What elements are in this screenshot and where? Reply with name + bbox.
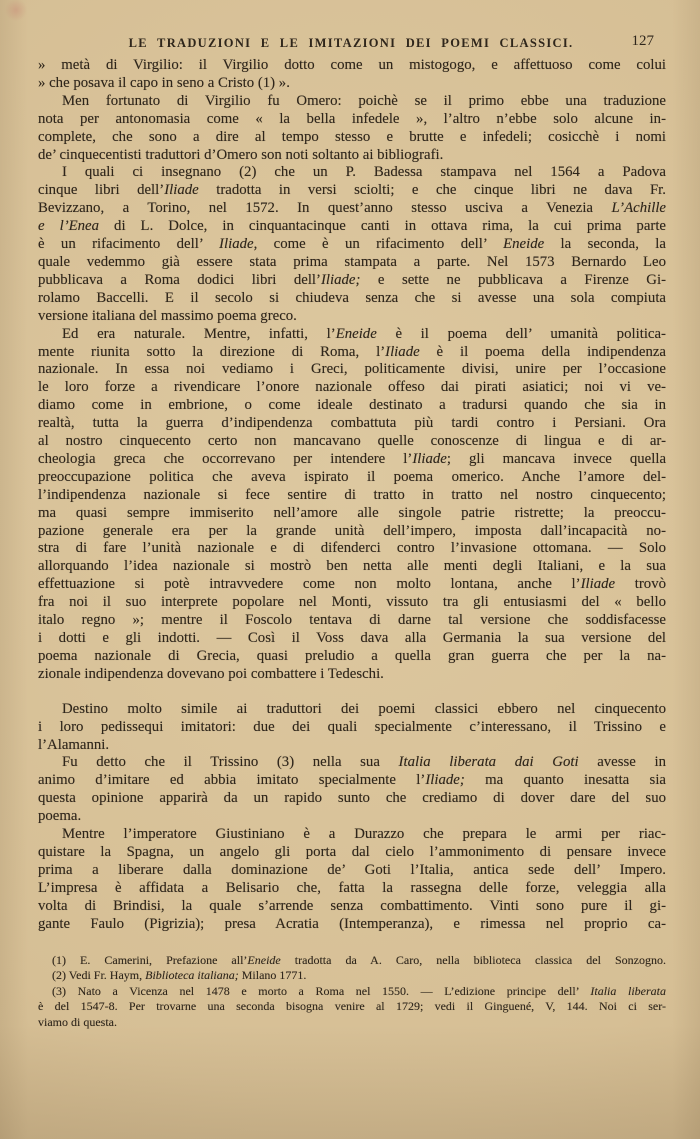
text-segment: le loro forze a rivendicare l’onore nazionale offeso dai pirati asiatici; noi vi ve-: [38, 379, 666, 396]
text-line: [38, 737, 666, 755]
text-segment: ma quanto inesatta sia: [464, 772, 666, 789]
text-segment: poema.: [38, 808, 82, 825]
text-line: [38, 754, 666, 772]
text-segment: L’Achille: [611, 200, 666, 217]
text-line: [38, 808, 666, 826]
text-segment: Eneide: [247, 953, 281, 967]
text-line: [38, 719, 666, 737]
text-line: [38, 57, 666, 75]
text-line: [38, 451, 666, 469]
text-segment: (1) E. Camerini, Prefazione all’: [52, 953, 248, 967]
footnote-line: [38, 1015, 666, 1030]
text-segment: Mentre l’imperatore Giustiniano è a Durazzo che prepara le armi per riac-: [62, 826, 666, 843]
text-segment: volta di Brindisi, la quale s’arrende senza combattimento. Vinti sono pure il gi-: [38, 897, 666, 914]
text-segment: Fu detto che il Trissino (3) nella sua: [62, 754, 399, 771]
running-title: LE TRADUZIONI E LE IMITAZIONI DEI POEMI CLASSICI.: [128, 36, 574, 50]
text-line: [38, 200, 666, 218]
text-segment: » che posava il capo in seno a Cristo (1) ».: [38, 74, 290, 91]
paragraph: [38, 326, 666, 684]
text-line: [38, 93, 666, 111]
text-line: [38, 772, 666, 790]
text-segment: la seconda, la: [544, 236, 666, 253]
page-number: 127: [631, 33, 654, 49]
footnote-line: [38, 953, 666, 968]
text-segment: zionale indipendenza dovevano poi combattere i Tedeschi.: [38, 665, 384, 682]
text-segment: è un rifacimento dell’: [38, 236, 220, 253]
text-segment: Milano 1771.: [238, 968, 307, 983]
text-line: [38, 862, 666, 880]
text-segment: cinque libri dell’: [38, 182, 165, 199]
paragraph: [38, 826, 666, 933]
text-segment: Iliade: [412, 450, 447, 467]
text-segment: complete, che sono a dire al tempo stesso e brutte e infedeli; cosicchè i nomi: [38, 128, 666, 145]
text-line: [38, 916, 666, 934]
text-line: [38, 790, 666, 808]
text-segment: quale vedemmo già essere stata prima stampata a parte. Nel 1573 Bernardo Leo: [38, 253, 666, 270]
text-line: [38, 648, 666, 666]
text-segment: I quali ci insegnano (2) che un P. Badessa stampava nel 1564 a Padova: [62, 164, 666, 181]
text-segment: animo d’imitare ed abbia imitato specialmente l’: [38, 772, 426, 789]
text-segment: questa opinione apparirà da un rapido sunto che crediamo di dover dare del suo: [38, 790, 666, 807]
text-line: [38, 415, 666, 433]
text-segment: preoccupazione politica che aveva ispirato il poema omerico. Anche l’amore del-: [38, 468, 666, 485]
text-segment: » metà di Virgilio: il Virgilio dotto come un mistogogo, e affettuoso come colui: [38, 57, 666, 73]
text-segment: nota per antonomasia come « la bella infedele », l’altro n’ebbe solo alcune in-: [38, 110, 666, 127]
text-segment: al nostro cinquecento certo non mancavano quelle conoscenze di lingua e di ar-: [38, 433, 666, 450]
text-line: [38, 218, 666, 236]
footnotes: [38, 953, 666, 1030]
text-line: [38, 379, 666, 397]
text-segment: è il poema dell’ umanità politica-: [376, 325, 666, 342]
text-segment: (3) Nato a Vicenza nel 1478 e morto a Roma nel 1550. — L’edizione principe dell’: [52, 983, 591, 998]
text-segment: Iliade: [219, 236, 254, 253]
text-segment: mente riunita sotto la direzione di Roma, l’: [38, 343, 386, 360]
text-line: [38, 558, 666, 576]
text-line: [38, 630, 666, 648]
text-segment: è del 1547-8. Per trovarne una seconda bisogna venire al 1729; vedi il Ginguené, V, 144. Noi ci ser-: [38, 999, 666, 1014]
text-segment: trovò: [615, 576, 667, 593]
footnote-line: [38, 968, 666, 983]
text-line: [38, 487, 666, 505]
text-segment: e l’Enea: [38, 218, 100, 235]
text-line: [38, 523, 666, 541]
text-line: [38, 254, 666, 272]
paragraph: [38, 164, 666, 325]
text-line: [38, 594, 666, 612]
text-segment: i dotti e gli indotti. — Così il Voss dava alla Germania la sua versione del: [38, 630, 666, 646]
text-segment: pazione generale era per la grande unità dell’impero, imposta dall’incapacità no-: [38, 522, 666, 539]
text-line: [38, 272, 666, 290]
text-line: [38, 505, 666, 523]
text-segment: quistare la Spagna, un angelo gli porta dal cielo l’ammonimento di pensare invece: [38, 843, 666, 860]
text-segment: stra di fare l’unità nazionale e di difenderci contro l’invasione ottomana. — Solo: [38, 540, 666, 557]
text-segment: versione italiana del massimo poema greco.: [38, 307, 297, 324]
paragraph: [38, 754, 666, 826]
text-line: [38, 290, 666, 308]
text-segment: effettuazione si potè intravvedere come non molto lontana, anche l’: [38, 576, 581, 593]
text-segment: realtà, tutta la guerra d’indipendenza combattuta più tardi contro i Persiani. Ora: [38, 415, 666, 432]
text-segment: ma quasi sempre immiserito nell’amore alle singole patrie ristrette; la preoccu-: [38, 504, 666, 521]
text-segment: Italia liberata: [590, 983, 666, 998]
text-line: [38, 826, 666, 844]
footnote-line: [38, 999, 666, 1014]
text-segment: gante Faulo (Pigrizia); presa Acratia (Intemperanza), e rimessa nel proprio ca-: [38, 915, 666, 932]
text-segment: i loro pedissequi imitatori: due dei quali specialmente c’interessano, il Trissino e: [38, 718, 666, 735]
text-segment: de’ cinquecentisti traduttori d’Omero son noti soltanto ai bibliografi.: [38, 146, 444, 163]
text-segment: Iliade: [385, 343, 420, 360]
text-segment: Destino molto simile ai traduttori dei poemi classici ebbero nel cinquecento: [62, 700, 666, 717]
text-line: [38, 880, 666, 898]
text-line: [38, 844, 666, 862]
text-line: [38, 701, 666, 719]
text-line: [38, 666, 666, 684]
text-segment: Biblioteca italiana;: [145, 968, 239, 983]
text-segment: l’Alamanni.: [38, 736, 110, 753]
paragraph: [38, 93, 666, 165]
text-line: [38, 469, 666, 487]
paragraph: [38, 57, 666, 93]
text-segment: tradotta in versi sciolti; e che cinque libri ne dava Fr.: [198, 182, 666, 199]
text-segment: Eneide: [335, 325, 377, 342]
text-line: [38, 361, 666, 379]
text-line: [38, 147, 666, 165]
page-header: [38, 33, 664, 58]
text-segment: cheologia greca che occorrevano per intendere l’: [38, 450, 413, 467]
text-line: [38, 397, 666, 415]
text-segment: Eneide: [503, 236, 545, 253]
text-segment: fra noi il suo interprete popolare nel Monti, vissuto tra gli entusiasmi del « bello: [38, 594, 666, 611]
text-line: [38, 540, 666, 558]
text-segment: Ed era naturale. Mentre, infatti, l’: [62, 325, 336, 342]
text-segment: , come è un rifacimento dell’: [253, 236, 504, 253]
text-segment: tradotta da A. Caro, nella biblioteca classica del Sonzogno.: [280, 953, 666, 967]
text-line: [38, 308, 666, 326]
text-line: [38, 111, 666, 129]
text-segment: allorquando l’idea nazionale si mostrò ben netta alle menti degli Italiani, e la sua: [38, 558, 666, 575]
text-segment: Iliade;: [320, 271, 361, 288]
text-segment: Bevizzano, a Torino, nel 1572. In quest’anno stesso usciva a Venezia: [38, 200, 612, 217]
text-segment: Italia liberata dai Goti: [398, 754, 579, 771]
paragraph: [38, 701, 666, 755]
text-segment: poema nazionale di Grecia, quasi preludio a quella gran guerra che per la na-: [38, 647, 666, 664]
text-segment: Men fortunato di Virgilio fu Omero: poichè se il primo ebbe una traduzione: [62, 92, 666, 109]
text-line: [38, 75, 666, 93]
text-line: [38, 433, 666, 451]
text-line: [38, 326, 666, 344]
text-line: [38, 612, 666, 630]
text-line: [38, 344, 666, 362]
text-segment: Iliade: [164, 182, 199, 199]
text-segment: e sette ne pubblicava a Firenze Gi-: [360, 271, 667, 288]
text-segment: italo regno »; mentre il Foscolo tentava di darne tal versione che soddisfacesse: [38, 612, 666, 629]
text-line: [38, 129, 666, 147]
text-segment: rolamo Baccelli. E il secolo si chiudeva senza che si avesse una sola compiuta: [38, 289, 666, 306]
text-segment: nazionale. In essa noi vediamo i Greci, politicamente divisi, unire per l’occasione: [38, 361, 666, 378]
text-line: [38, 236, 666, 254]
text-line: [38, 576, 666, 594]
text-line: [38, 182, 666, 200]
text-line: [38, 898, 666, 916]
footnote-line: [38, 984, 666, 999]
text-segment: avesse in: [578, 754, 666, 771]
text-segment: pubblicava a Roma dodici libri dell’: [38, 271, 321, 288]
body-text: [38, 57, 666, 934]
text-segment: (2) Vedi Fr. Haym,: [52, 968, 146, 983]
text-segment: prima a liberare dalla dominazione de’ Goti l’Italia, antica sede dell’ Impero.: [38, 861, 666, 878]
text-line: [38, 164, 666, 182]
text-segment: è il poema della indipendenza: [419, 343, 666, 360]
text-segment: ; gli mancava invece quella: [446, 450, 667, 467]
text-segment: l’indipendenza nazionale si fece sentire di tratto in tratto nel nostro cinquecento;: [38, 486, 666, 503]
text-segment: Iliade;: [425, 772, 465, 789]
text-segment: diamo come in embrione, o come ideale destinato a tradursi quando che sia in: [38, 397, 666, 414]
text-segment: viamo di questa.: [38, 1014, 117, 1029]
text-segment: Iliade: [580, 576, 616, 593]
text-segment: L’impresa è affidata a Belisario che, fatta la rassegna delle forze, veleggia alla: [38, 879, 666, 896]
text-segment: di L. Dolce, in cinquantacinque canti in ottava rima, la cui prima parte: [99, 218, 666, 235]
